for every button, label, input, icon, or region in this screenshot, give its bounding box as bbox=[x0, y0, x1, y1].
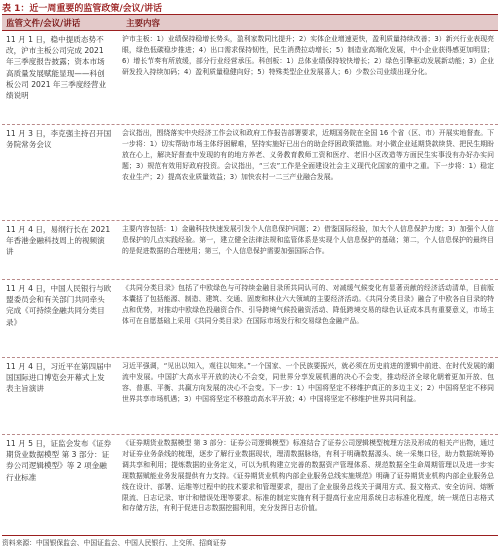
content-cell: 习近平强调，“见出以知入，观往以知来。”一个国家、一个民族要振兴，就必须在历史前进的逻辑中前进、在时代发展的潮流中发展。中国扩大高水平开放的决心不会变，同世界分享发展机遇的决心不会变，推动经济全球化朝着更加开放、包容、普惠、平衡、共赢方向发展的决心不会变。下一步：1）中国将坚定不移维护真正的多边主义；2）中国将坚定不移同世界共享市场机遇；3）中国将坚定不移推动高水平开放；4）中国将坚定不移维护世界共同利益。 bbox=[122, 362, 494, 403]
header-event: 监管文件/会议/讲话 bbox=[6, 18, 81, 29]
table-header bbox=[2, 15, 498, 31]
content-cell: 《证券期货业数据模型 第 3 部分：证券公司逻辑模型》标准结合了证券公司逻辑模型梳理方法及形成的相关产出物，通过对证券业务条线的梳理，逐步了解行业数据现状，理清数据脉络，有利于明确数据源头、统一采集口径，助力数据统筹协调共享和利用；提炼数据的业务定义，可以为机构建立完善的数据资产管理体系、规范数据全生命周期管理以及进一步实现数据赋能业务发展提供有力支持。《证券期货业机构内部企业服务总线实施规范》明确了证券期货业机构内部企业服务总线在设计、部署、运维等过程中的技术要求和管理要求，提出了企业服务总线关于调用方式、报文格式、安全访问、熔断限流、日志记录、审计和错误处理等要求。标准的制定实施有利于提高行业应用系统日志标准化程度，统一规范日志格式和存储方法，有利于促进日志数据挖掘利用，充分发挥日志价值。 bbox=[122, 439, 494, 513]
event-cell: 11 月 1 日，稳中提质态势不改，沪市主板公司完成 2021 年三季度报告披露；资本市场高质量发展赋能显现——科创板公司 2021 年三季度经营业绩说明 bbox=[6, 35, 107, 101]
source-note: 资料来源：中国银保监会、中国证监会、中国人民银行、上交所、招商证券 bbox=[2, 539, 227, 547]
table-row bbox=[2, 221, 498, 280]
content-cell: 主要内容包括：1）金融科技快速发展引发个人信息保护问题；2）借鉴国际经验，加大个人信息保护力度；3）加强个人信息保护的几点实践经验。第一，建立健全法律法规和监管体系是实现个人信息保护的基础；第二，个人信息保护的最终目的是促进数据的合理使用；第三，个人信息保护需要加强国际合作。 bbox=[122, 225, 494, 255]
table-row bbox=[2, 435, 498, 539]
table-row bbox=[2, 358, 498, 435]
content-cell: 沪市主板：1）业绩保持稳增长势头，盈利家数同比提升；2）实体企业增速更快，盈利质量持续改善；3）新兴行业表现亮眼，绿色低碳稳步推进；4）出口需求保持韧性，民生消费拉动增长；5）制造业高端化发展，中小企业获得感更加明显；6）增长节奏有所放缓，部分行业经营承压。科创板：1）总体业绩保持较快增长；2）绿色引擎驱动发展新动能；3）企业研发投入持续加码；4）盈利质量稳健向好；5）特殊类型企业发展喜人；6）少数公司业绩出现分化。 bbox=[122, 35, 494, 76]
header-content: 主要内容 bbox=[126, 18, 161, 29]
policy-table bbox=[2, 14, 498, 536]
event-cell: 11 月 5 日，证监会发布《证券期货业数据模型 第 3 部分：证券公司逻辑模型》等 2 项金融行业标准 bbox=[6, 439, 112, 482]
table-row bbox=[2, 125, 498, 221]
table-caption: 表 1：近一周重要的监管政策/会议/讲话 bbox=[2, 4, 162, 14]
table-row bbox=[2, 31, 498, 125]
event-cell: 11 月 4 日，中国人民银行与欧盟委员会和有关部门共同牵头完成《可持续金融共同分类目录》 bbox=[6, 284, 112, 327]
content-cell: 《共同分类目录》包括了中欧绿色与可持续金融目录所共同认可的、对减缓气候变化有显著贡献的经济活动清单，目前版本囊括了包括能源、制造、建筑、交通、固废和林业六大领域的主要经济活动。《共同分类目录》融合了中欧各自目录的特点和优势，对推动中欧绿色投融资合作、引导跨境气候投融资活动、降低跨境交易的绿色认证成本具有重要意义，市场主体可在自愿基础上采用《共同分类目录》在国际市场发行和交易绿色金融产品。 bbox=[122, 284, 494, 325]
table-row bbox=[2, 280, 498, 358]
event-cell: 11 月 4 日，习近平在第四届中国国际进口博览会开幕式上发表主旨演讲 bbox=[6, 362, 112, 394]
event-cell: 11 月 3 日，李克强主持召开国务院常务会议 bbox=[6, 129, 112, 150]
content-cell: 会议指出，围绕落实中央经济工作会议和政府工作报告部署要求，近期国务院在全国 16 个省（区、市）开展实地督查。下一步将：1）切实帮助市场主体纾困解难，坚持实施好已出台的助企纾困政策措施。对小微企业延期贷款续贷、把民生期盼放在心上，解决好督查中发现的有的地方养老、义务教育教师工资和医疗、老旧小区改造等方面民生实事没有办好办实问题；3）规范有效用好政府投资。会议指出，“三农”工作是全面建设社会主义现代化国家的重中之重。下一步将：1）稳定农业生产；2）提高农业质量效益；3）加快农村一二三产业融合发展。 bbox=[122, 129, 494, 181]
event-cell: 11 月 4 日，易纲行长在 2021 年香港金融科技周上的视频演讲 bbox=[6, 225, 111, 257]
